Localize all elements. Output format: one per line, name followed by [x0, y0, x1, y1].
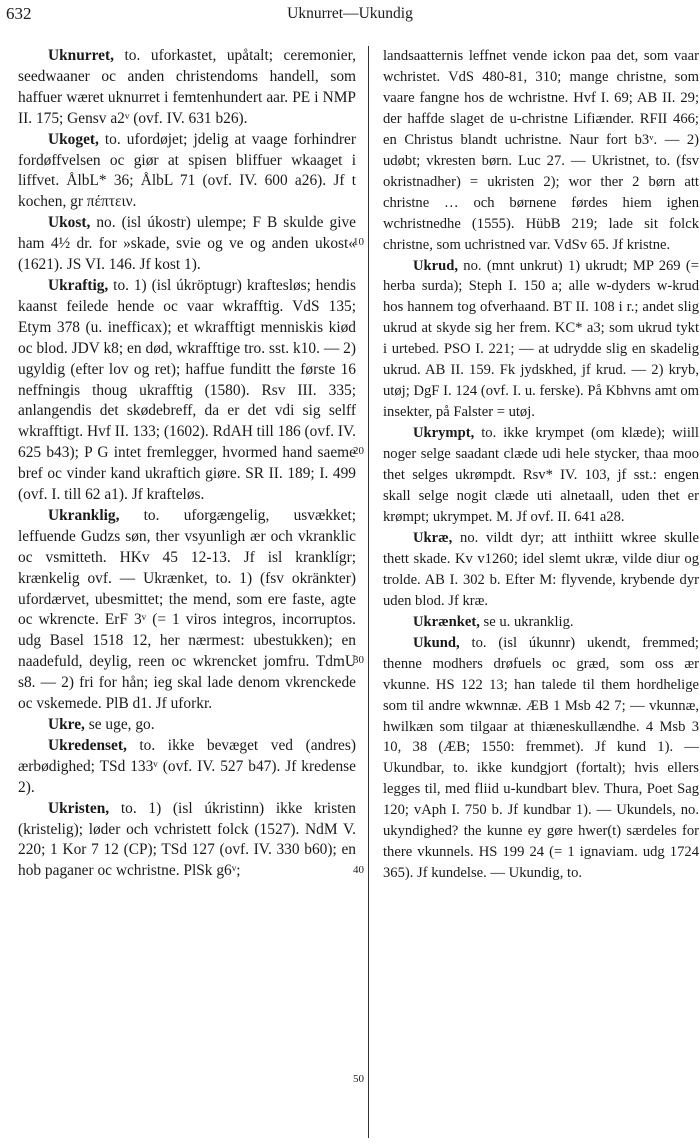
entry-text: to. ikke krympet (om klæde); wiill noger selge saadant clæde udi hele stycker, thaa moo thet selges ukrømpdt. Rsv* IV. 103, jf sst.: engen skall selge nogit clæde uti alnetaall, uden thet er krømpt; ukrympet. M. Jf ovf. II. 641 a28.	[383, 425, 699, 525]
entry-text: to. ufordøjet; jdelig at vaage forhindrer fordøffvelsen oc giør at spisen bliffuer wkaaget i liffvet. ÅlbL* 36; ÅlbL 71 (ovf. IV. 600 a26). Jf t kochen, gr πέπτειν.	[18, 130, 356, 211]
dictionary-entry	[18, 506, 356, 715]
entry-text: no. (isl úkostr) ulempe; F B skulde give ham 4½ dr. for »skade, svie og ve og anden ukost« (1621). JS VI. 146. Jf kost 1).	[18, 214, 356, 274]
headword: Ukrænket,	[413, 613, 480, 630]
headword: Ukredenset,	[48, 736, 127, 754]
line-number: 50	[353, 1073, 364, 1085]
dictionary-entry	[18, 715, 356, 736]
right-column	[383, 46, 699, 1138]
dictionary-entry	[383, 528, 699, 612]
entry-text: to. uforkastet, upåtalt; ceremonier, seedwaaner oc anden christendoms handell, som haffuer wæret uknurret i femtenhundert aar. PE i NMP II. 175; Gensv a2ᵛ (ovf. IV. 631 b26).	[18, 47, 356, 127]
line-number: 20	[353, 445, 364, 457]
headword: Ukre,	[48, 716, 85, 733]
dictionary-entry	[383, 256, 699, 424]
entry-text: to. uforgængelig, usvækket; leffuende Gudzs søn, ther vsyunligh ær och vkranklic oc vsmitteth. HKv 45 12-13. Jf isl kranklígr; krænkelig ovf. — Ukrænket, to. 1) (fsv okränkter) ufordærvet, ubesmittet; the mend, som ere faste, agte oc wkrencte. ErF 3ᵛ (= 1 viros integros, incorruptos. udg Basel 1518 12, her nærmest: ubestukken); en naadefuld, deylig, reen oc wkrencket jomfru. TdmU s8. — 2) fri for hån; ieg skal lade denom vkrenckede oc vskemede. PlB d1. Jf uforkr.	[18, 506, 356, 713]
dictionary-entry	[18, 130, 356, 214]
entry-text: landsaatternis leffnet vende ickon paa det, som vaar wchristet. VdS 480-81, 310; mange christne, som vaare fangne hos de wchristne. Hvf I. 69; AB II. 29; der haffde slaget de u-christne Lifiænder. RFII 466; en Christus blandt uchristne. Naur fort b3ᵛ. — 2) udøbt; vkresten børn. Luc 27. — Ukristnet, to. (fsv okristnadher) = ukristen 2); wor ther 2 børn att christne … och børnene førdes hiem ighen wchristnedhe (1555). HübB 219; lade sit folck christne, som uchristned var. VdSv 65. Jf kristne.	[383, 48, 699, 253]
headword: Ukoget,	[48, 130, 99, 148]
entry-text: to. ikke bevæget ved (andres) ærbødighed; TSd 133ᵛ (ovf. IV. 527 b47). Jf kredense 2).	[18, 736, 356, 796]
dictionary-entry	[18, 736, 356, 799]
entry-text: no. vildt dyr; att inthiitt wkree skulle thett skade. Kv v1260; idel slemt ukræ, vilde diur og trolde. AB I. 302 b. Efter M: flyvende, krybende dyr uden blod. Jf kræ.	[383, 529, 699, 609]
line-number: 30	[353, 654, 364, 666]
dictionary-entry	[383, 633, 699, 884]
headword: Ukrud,	[413, 257, 459, 274]
line-number: 10	[353, 236, 364, 248]
headword: Ukristen,	[48, 799, 110, 817]
dictionary-entry	[18, 276, 356, 506]
line-number: 40	[353, 864, 364, 876]
entry-text: to. 1) (isl úkristinn) ikke kristen (kristelig); løder och vchristett folck (1527). NdM V. 220; 1 Kor 7 12 (CP); TSd 127 (ovf. IV. 330 b60); en hob paganer oc wchristne. PlSk g6ᵛ;	[18, 799, 356, 880]
headword: Ukræ,	[413, 529, 453, 546]
entry-text: to. 1) (isl úkröptugr) kraftesløs; hendis kaanst feilede hende oc vaar wkrafftig. VdS 135; Etym 378 (u. inefficax); et wkrafftigt menniskis kiød oc blod. JDV k8; en død, wkrafftige tro. sst. k10. — 2) ugyldig (efter lov og ret); haffue funditt the første 16 neffningis thoug ukrafftig (1580). Rsv III. 335; anlangendis det skødebreff, da er det vdi sig selff wkrafftigt. Hvf II. 133; (1602). RdAH till 186 (ovf. IV. 625 b43); P G intet fremlegger, hvormed hand saeme bref oc vinder kand ukraftich giøre. SR II. 189; I. 499 (ovf. I. till 62 a1). Jf krafteløs.	[18, 276, 356, 504]
entry-text: se uge, go.	[84, 716, 155, 733]
headword: Ukrympt,	[413, 425, 475, 442]
page-number: 632	[6, 4, 32, 23]
entry-text: no. (mnt unkrut) 1) ukrudt; MP 269 (= herba surda); Steph I. 150 a; alle w-dyders w-krud hos hannem tog ofverhaand. BT II. 108 i r.; andet slig ukrud at skyde sig her frem. KC* a3; som ukrud tykt i urtebed. PSO I. 221; — at udrydde slig en skadelig ukrud. AB II. 159. Fk jydskhed, jf krud. — 2) kryb, utøj; DgF I. 124 (ovf. I. u. ferske). På Kbhvns amt om insekter, på Falster = utøj.	[383, 257, 699, 421]
running-head: Uknurret—Ukundig	[287, 5, 413, 22]
headword: Uknurret,	[48, 47, 114, 64]
headword: Ukost,	[48, 214, 91, 232]
dictionary-entry-continued	[383, 46, 699, 256]
left-column	[18, 46, 356, 1138]
dictionary-entry	[18, 46, 356, 130]
dictionary-entry	[18, 213, 356, 276]
dictionary-entry	[383, 612, 699, 633]
headword: Ukranklig,	[48, 506, 120, 524]
entry-text: se u. ukranklig.	[479, 613, 574, 630]
headword: Ukraftig,	[48, 276, 109, 294]
dictionary-entry	[383, 423, 699, 528]
dictionary-entry	[18, 799, 356, 883]
headword: Ukund,	[413, 634, 460, 651]
column-rule	[368, 46, 369, 1138]
entry-text: to. (isl úkunnr) ukendt, fremmed; thenne modhers drøfuels oc græd, som oss ær vkunne. HS 122 13; han talede til them hordhelige som til andre wkwnnæ. ÆB 1 Msb 42 7; — vkunnæ, hwilkæn som tilgaar at thiæneskullændhe. 4 Msb 3 10, 38 (ÆB; 1550: fremmet). Jf kund 1). — Ukundbar, to. ikke kundgjort (fortalt); hvis ellers legges til, med fliid u-kundbart blev. Thura, Poet Sag 120; vAph I. 750 b. Jf kundbar 1). — Ukundels, no. ukyndighed? the kunne ey gøre hwer(t) særdeles for there vkunnels. HS 199 24 (= 1 ignaviam. udg 1724 365). Jf kundelse. — Ukundig, to.	[383, 634, 699, 882]
